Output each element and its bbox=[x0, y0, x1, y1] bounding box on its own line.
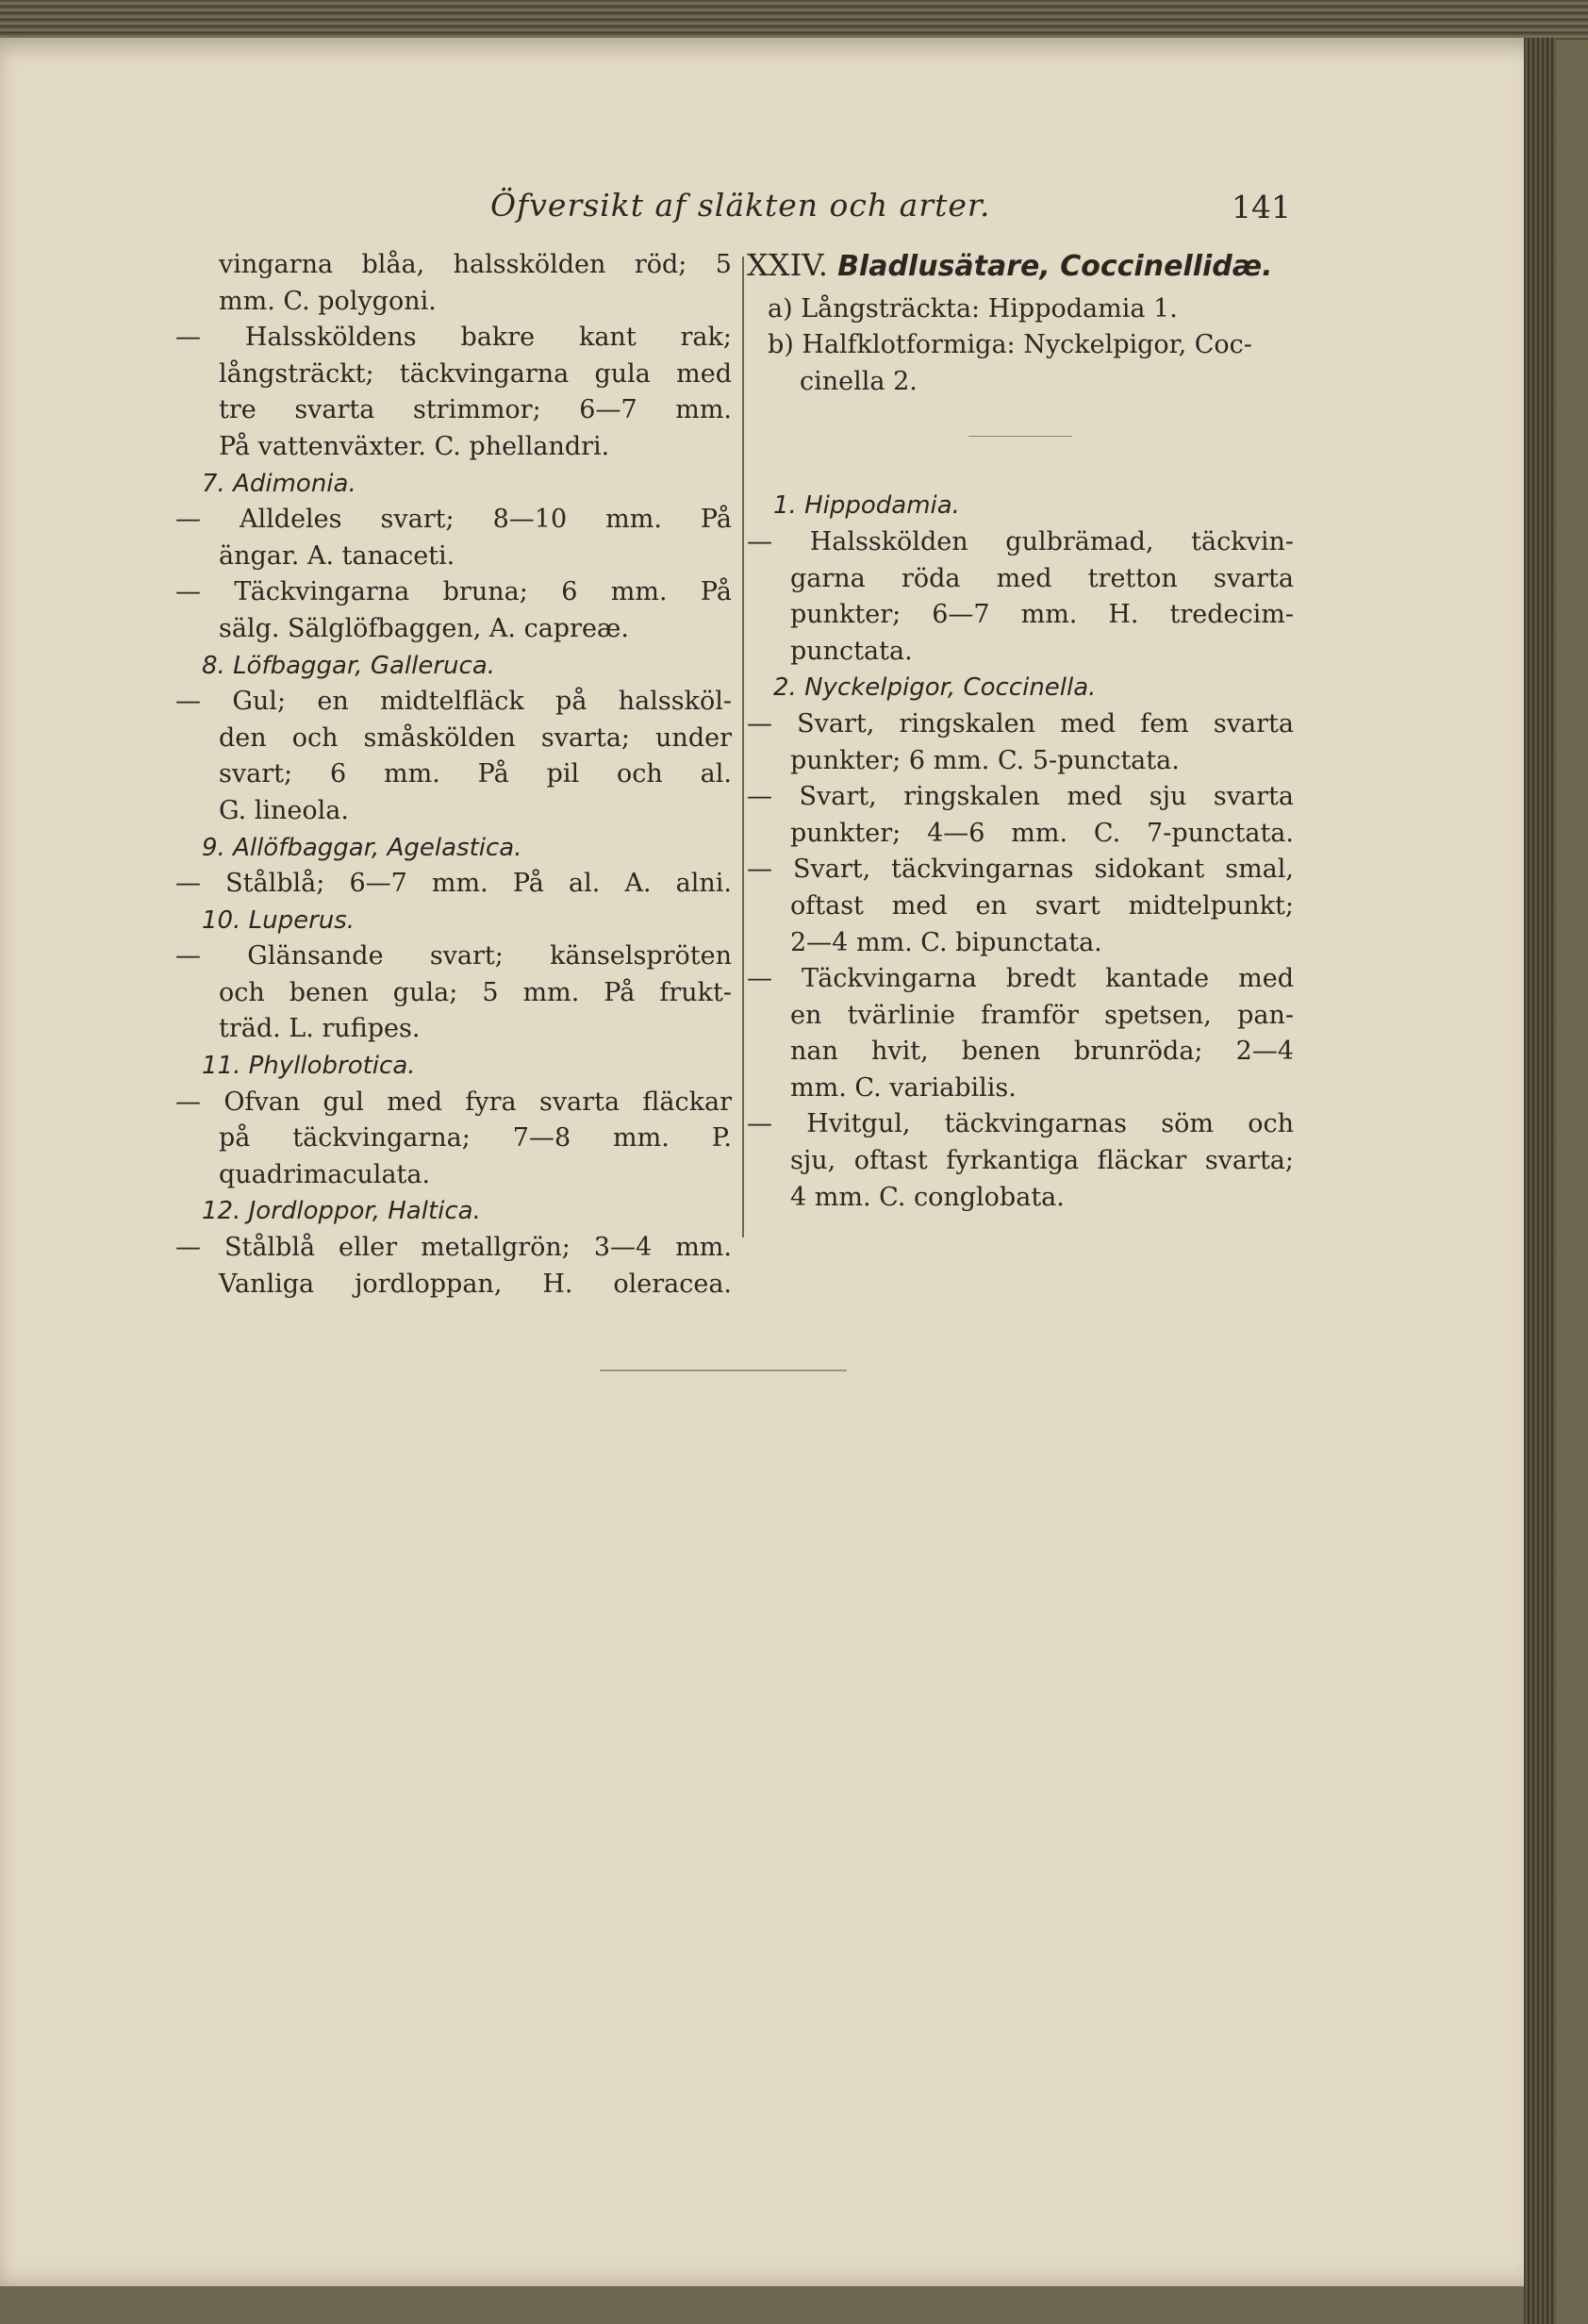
key-list bbox=[747, 291, 1294, 401]
genus-heading: 12. Jordloppor, Haltica. bbox=[202, 1197, 481, 1226]
text-line: — Ofvan gul med fyra svarta fläckar bbox=[175, 1087, 732, 1117]
running-title: Öfversikt af släkten och arter. bbox=[490, 187, 991, 224]
genus-heading: 8. Löfbaggar, Galleruca. bbox=[202, 651, 496, 680]
section-name: Bladlusätare, Coccinellidæ. bbox=[837, 250, 1273, 283]
text-line: mm. C. variabilis. bbox=[790, 1072, 1017, 1103]
genus-heading: 9. Allöfbaggar, Agelastica. bbox=[202, 833, 522, 862]
text-line: — Alldeles svart; 8—10 mm. På bbox=[175, 505, 732, 535]
text-line: och benen gula; 5 mm. På frukt- bbox=[219, 977, 732, 1007]
left-column bbox=[175, 247, 732, 1303]
text-line: träd. L. rufipes. bbox=[219, 1014, 421, 1044]
genus-heading: 11. Phyllobrotica. bbox=[202, 1052, 416, 1081]
text-line: Vanliga jordloppan, H. oleracea. bbox=[219, 1269, 732, 1299]
text-line: 4 mm. C. conglobata. bbox=[790, 1182, 1065, 1212]
text-line: — Hvitgul, täckvingarnas söm och bbox=[747, 1109, 1294, 1139]
end-rule bbox=[600, 1370, 847, 1371]
text-line: långsträckt; täckvingarna gula med bbox=[219, 358, 732, 389]
text-line: quadrimaculata. bbox=[219, 1159, 431, 1189]
text-line: punkter; 6—7 mm. H. tredecim- bbox=[790, 600, 1294, 630]
text-line: — Halssköldens bakre kant rak; bbox=[175, 323, 732, 353]
text-line: — Halsskölden gulbrämad, täckvin- bbox=[747, 526, 1294, 556]
text-line: vingarna blåa, halsskölden röd; 5 bbox=[219, 250, 732, 279]
text-line: — Stålblå; 6—7 mm. På al. A. alni. bbox=[175, 869, 732, 899]
text-line: ängar. A. tanaceti. bbox=[219, 540, 455, 571]
text-line: — Svart, ringskalen med sju svarta bbox=[747, 782, 1294, 812]
text-line: — Gul; en midtelfläck på halssköl- bbox=[175, 687, 732, 717]
text-line: — Glänsande svart; känselspröten bbox=[175, 941, 732, 971]
section-numeral: XXIV. bbox=[747, 247, 828, 283]
text-line: — Svart, ringskalen med fem svarta bbox=[747, 708, 1294, 739]
text-line: sälg. Sälglöfbaggen, A. capreæ. bbox=[219, 613, 629, 643]
text-line: 2—4 mm. C. bipunctata. bbox=[790, 927, 1102, 957]
page-edges bbox=[1524, 38, 1556, 2324]
column-divider bbox=[742, 257, 744, 1237]
text-line: punkter; 4—6 mm. C. 7-punctata. bbox=[790, 818, 1294, 848]
text-line: oftast med en svart midtelpunkt; bbox=[790, 890, 1294, 921]
text-line: svart; 6 mm. På pil och al. bbox=[219, 759, 732, 789]
genus-heading: 7. Adimonia. bbox=[202, 469, 356, 498]
entry-list bbox=[747, 488, 1294, 1216]
key-line: b) Halfklotformiga: Nyckelpigor, Coc- bbox=[768, 330, 1252, 360]
separator-rule bbox=[968, 436, 1072, 437]
key-line: cinella 2. bbox=[800, 366, 918, 396]
text-line: tre svarta strimmor; 6—7 mm. bbox=[219, 395, 732, 425]
text-line: nan hvit, benen brunröda; 2—4 bbox=[790, 1037, 1294, 1067]
right-column bbox=[747, 247, 1294, 1216]
text-line: garna röda med tretton svarta bbox=[790, 563, 1294, 593]
genus-heading: 1. Hippodamia. bbox=[773, 491, 960, 521]
genus-heading: 10. Luperus. bbox=[202, 905, 356, 935]
text-line: en tvärlinie framför spetsen, pan- bbox=[790, 1000, 1294, 1030]
text-line: den och småskölden svarta; under bbox=[219, 722, 732, 753]
text-line: — Täckvingarna bredt kantade med bbox=[747, 964, 1294, 994]
text-line: — Svart, täckvingarnas sidokant smal, bbox=[747, 855, 1294, 885]
book-top-edges bbox=[0, 0, 1588, 40]
text-line: — Täckvingarna bruna; 6 mm. På bbox=[175, 577, 732, 607]
text-line: På vattenväxter. C. phellandri. bbox=[219, 431, 610, 461]
text-line: punctata. bbox=[790, 636, 913, 666]
text-line: punkter; 6 mm. C. 5-punctata. bbox=[790, 745, 1180, 775]
text-line: — Stålblå eller metallgrön; 3—4 mm. bbox=[175, 1233, 732, 1263]
text-line: G. lineola. bbox=[219, 795, 349, 825]
key-line: a) Långsträckta: Hippodamia 1. bbox=[768, 293, 1178, 324]
text-line: mm. C. polygoni. bbox=[219, 286, 437, 316]
text-line: på täckvingarna; 7—8 mm. P. bbox=[219, 1123, 732, 1154]
section-title bbox=[747, 247, 1294, 286]
page-number: 141 bbox=[1232, 189, 1291, 225]
genus-heading: 2. Nyckelpigor, Coccinella. bbox=[773, 673, 1097, 703]
text-line: sju, oftast fyrkantiga fläckar svarta; bbox=[790, 1146, 1294, 1176]
